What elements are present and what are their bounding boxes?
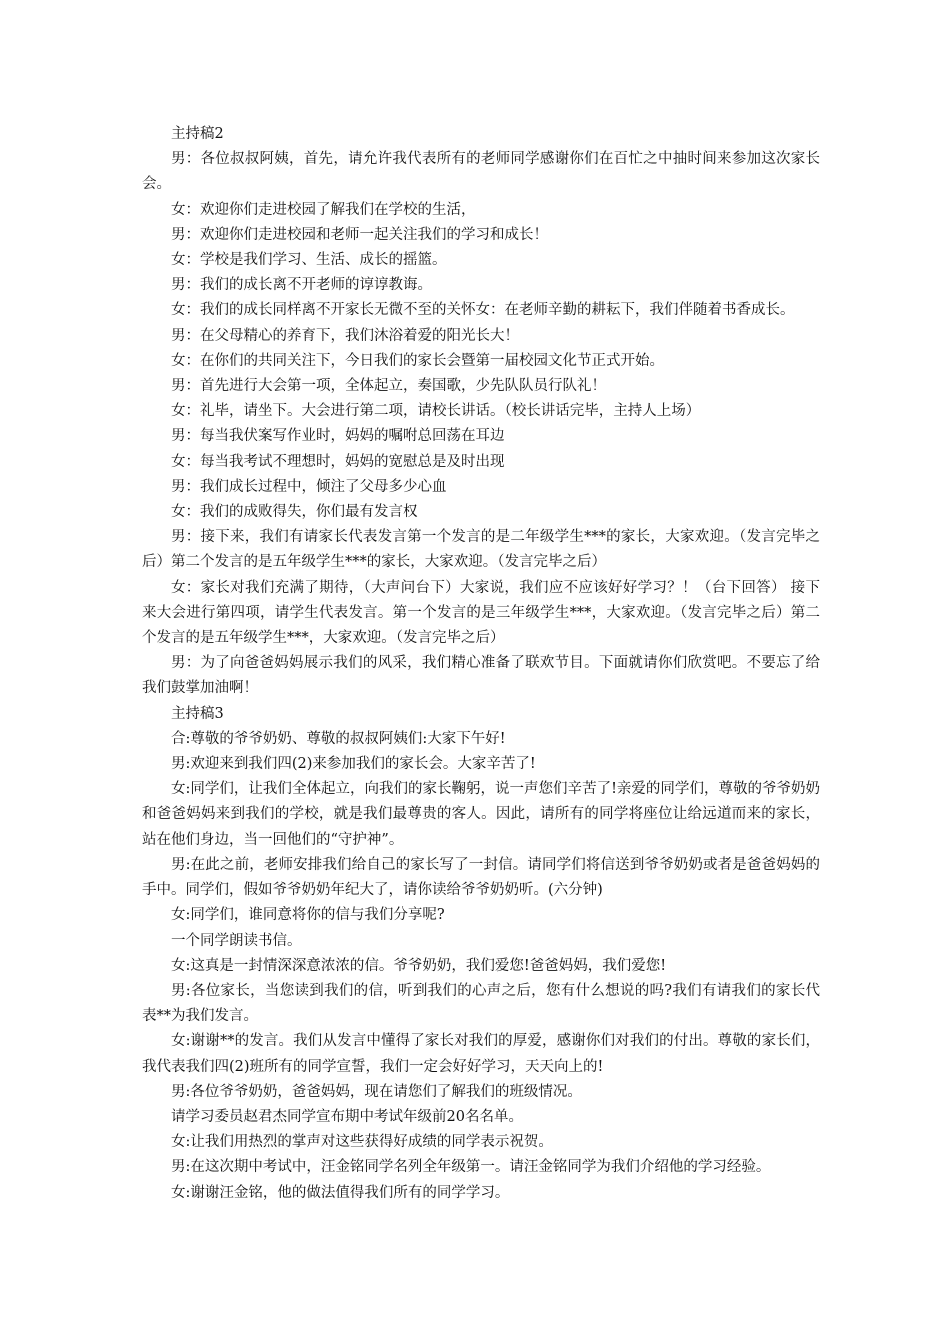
dialogue-line: 合:尊敬的爷爷奶奶、尊敬的叔叔阿姨们:大家下午好! — [171, 730, 506, 747]
dialogue-line: 一个同学朗读书信。 — [171, 932, 302, 949]
dialogue-line: 女：在你们的共同关注下，今日我们的家长会暨第一届校园文化节正式开始。 — [171, 352, 664, 369]
dialogue-line: 男：欢迎你们走进校园和老师一起关注我们的学习和成长！ — [171, 226, 548, 243]
dialogue-line: 女:这真是一封情深深意浓浓的信。爷爷奶奶，我们爱您!爸爸妈妈，我们爱您! — [171, 957, 667, 974]
dialogue-line: 女：家长对我们充满了期待，（大声问台下）大家说，我们应不应该好好学习？！（台下回答） 接下来大会进行第四项，请学生代表发言。第一个发言的是三年级学生***，大家欢迎。（发言完毕之后）第二个发言的是五年级学生***，大家欢迎。（发言完毕之后） — [142, 579, 820, 647]
dialogue-line: 男：在父母精心的养育下，我们沐浴着爱的阳光长大！ — [171, 327, 519, 344]
dialogue-line: 男：每当我伏案写作业时，妈妈的嘱咐总回荡在耳边 — [171, 428, 505, 445]
dialogue-line: 男：为了向爸爸妈妈展示我们的风采，我们精心准备了联欢节目。下面就请你们欣赏吧。不要忘了给我们鼓掌加油啊！ — [142, 655, 820, 697]
dialogue-line: 男:欢迎来到我们四(2)来参加我们的家长会。大家辛苦了! — [171, 756, 536, 773]
section-heading: 主持稿2 — [171, 126, 224, 142]
dialogue-line: 女:谢谢汪金铭，他的做法值得我们所有的同学学习。 — [171, 1184, 510, 1201]
dialogue-line: 请学习委员赵君杰同学宣布期中考试年级前20名名单。 — [171, 1108, 523, 1125]
dialogue-line: 女：每当我考试不理想时，妈妈的宽慰总是及时出现 — [171, 453, 505, 470]
dialogue-line: 女：我们的成败得失，你们最有发言权 — [171, 504, 418, 521]
dialogue-line: 男：我们的成长离不开老师的谆谆教诲。 — [171, 277, 432, 294]
dialogue-line: 女：欢迎你们走进校园了解我们在学校的生活， — [171, 201, 476, 218]
dialogue-line: 男:在此之前，老师安排我们给自己的家长写了一封信。请同学们将信送到爷爷奶奶或者是爸爸妈妈的手中。同学们，假如爷爷奶奶年纪大了，请你读给爷爷奶奶听。(六分钟) — [142, 856, 820, 899]
dialogue-line: 女:同学们，让我们全体起立，向我们的家长鞠躬，说一声您们辛苦了!亲爱的同学们，尊敬的爷爷奶奶和爸爸妈妈来到我们的学校，就是我们最尊贵的客人。因此，请所有的同学将座位让给远道而来的家长，站在他们身边，当一回他们的“守护神”。 — [142, 781, 820, 848]
dialogue-line: 男:各位爷爷奶奶，爸爸妈妈，现在请您们了解我们的班级情况。 — [171, 1083, 582, 1100]
dialogue-line: 男：首先进行大会第一项，全体起立，奏国歌，少先队队员行队礼！ — [171, 378, 606, 395]
dialogue-line: 男：各位叔叔阿姨，首先，请允许我代表所有的老师同学感谢你们在百忙之中抽时间来参加这次家长会。 — [142, 151, 820, 193]
dialogue-line: 女：学校是我们学习、生活、成长的摇篮。 — [171, 252, 447, 269]
section-heading: 主持稿3 — [171, 705, 224, 722]
dialogue-line: 女:谢谢**的发言。我们从发言中懂得了家长对我们的厚爱，感谢你们对我们的付出。尊敬的家长们，我代表我们四(2)班所有的同学宣誓，我们一定会好好学习，天天向上的! — [142, 1033, 820, 1075]
dialogue-line: 女:让我们用热烈的掌声对这些获得好成绩的同学表示祝贺。 — [171, 1134, 553, 1151]
dialogue-line: 女：礼毕，请坐下。大会进行第二项，请校长讲话。（校长讲话完毕，主持人上场） — [171, 403, 701, 420]
dialogue-line: 男：我们成长过程中，倾注了父母多少心血 — [171, 478, 447, 495]
document-body — [142, 122, 820, 1206]
dialogue-line: 女：我们的成长同样离不开家长无微不至的关怀女：在老师辛勤的耕耘下，我们伴随着书香成长。 — [171, 302, 795, 319]
dialogue-line: 男:各位家长，当您读到我们的信，听到我们的心声之后，您有什么想说的吗?我们有请我们的家长代表**为我们发言。 — [142, 982, 820, 1025]
dialogue-line: 女:同学们，谁同意将你的信与我们分享呢? — [171, 907, 445, 924]
dialogue-line: 男：接下来，我们有请家长代表发言第一个发言的是二年级学生***的家长，大家欢迎。（发言完毕之后）第二个发言的是五年级学生***的家长，大家欢迎。（发言完毕之后） — [142, 529, 820, 571]
dialogue-line: 男:在这次期中考试中，汪金铭同学名列全年级第一。请汪金铭同学为我们介绍他的学习经验。 — [171, 1159, 771, 1176]
